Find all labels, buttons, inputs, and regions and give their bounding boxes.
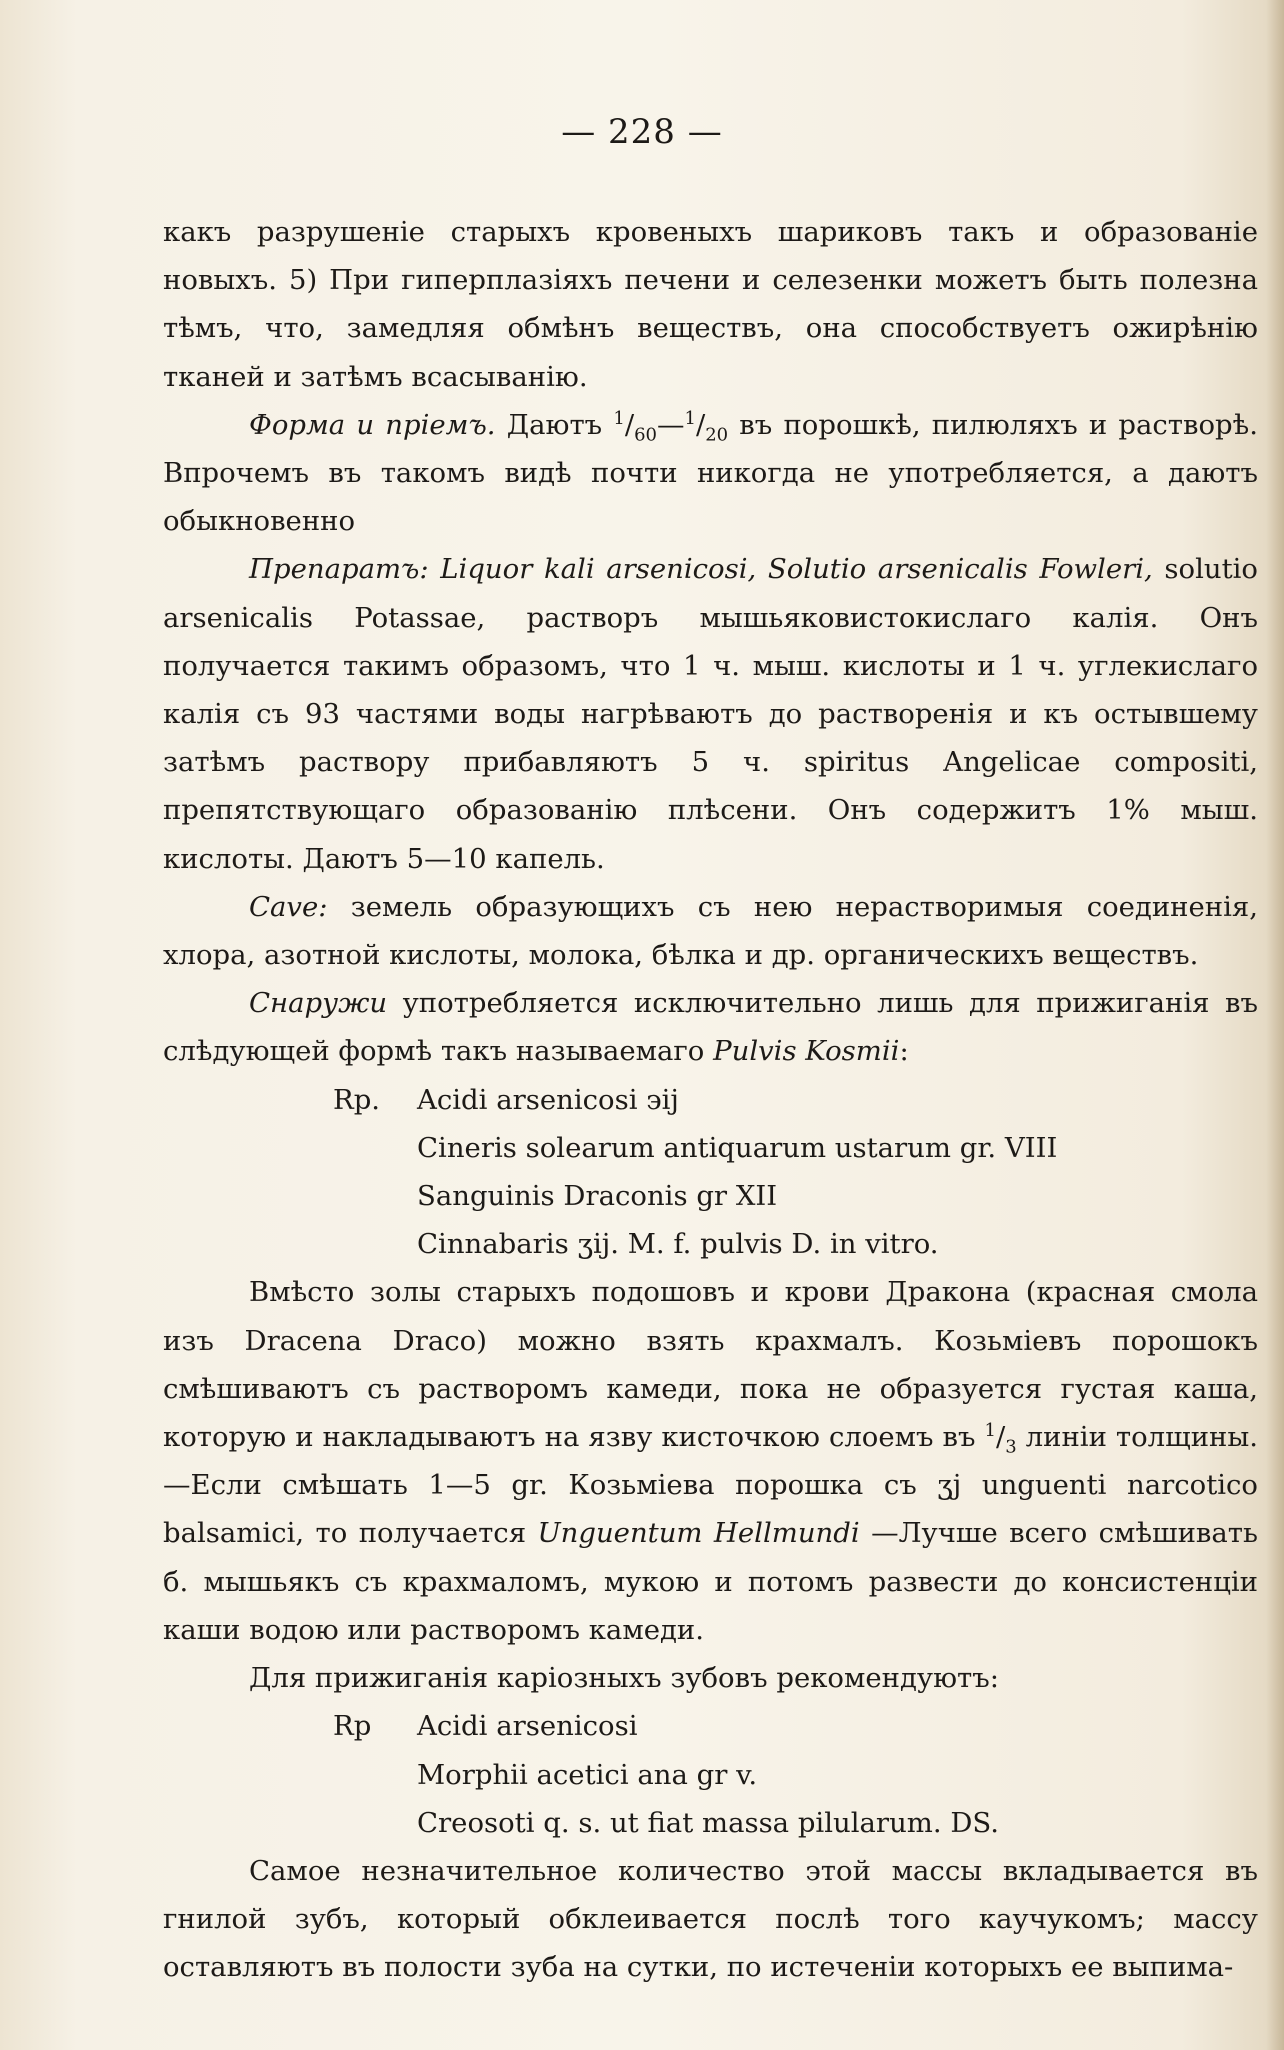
recipe-1 [163, 1076, 1258, 1269]
recipe-line: Sanguinis Draconis gr XII [417, 1180, 778, 1213]
paragraph-external: Снаружи употребляется исключительно лишь для прижиганія въ слѣдующей формѣ такъ называемаго Pulvis Kosmii: [163, 987, 1258, 1068]
recipe-line: Morphii acetici ana gr v. [417, 1758, 758, 1791]
pulvis-kosmii: Pulvis Kosmii [713, 1035, 900, 1068]
cave-heading: Cave: [249, 890, 328, 923]
paragraph-preparation: Препаратъ: Liquor kali arsenicosi, Solutio arsenicalis Fowleri, solutio arsenicalis Potassae, растворъ мышьяковистокислаго калія. Онъ получается такимъ образомъ, что 1 ч. мыш. кислоты и 1 ч. углекислаго калія съ 93 частями воды нагрѣваютъ до растворенія и къ остывшему затѣмъ раствору прибавляютъ 5 ч. spiritus Angelicae compositi, препятствующаго образованію плѣсени. Онъ содержитъ 1% мыш. кислоты. Даютъ 5—10 капель. [163, 553, 1258, 875]
paragraph-form-dosage: Форма и пріемъ. Даютъ $^1/_{60}—^1/_{20}$ въ порошкѣ, пилюляхъ и растворѣ. Впрочемъ въ такомъ видѣ почти никогда не употребляется, а даютъ обыкновенно [163, 407, 1258, 538]
external-heading: Снаружи [249, 987, 388, 1020]
recipe-line: Rp. Acidi arsenicosi ϶ij [333, 1083, 679, 1116]
paragraph-1: какъ разрушеніе старыхъ кровеныхъ шариковъ такъ и образованіе новыхъ. 5) При гиперплазіяхъ печени и селезенки можетъ быть полезна тѣмъ, что, замедляя обмѣнъ веществъ, она способствуетъ ожирѣнію тканей и затѣмъ всасыванію. [163, 216, 1258, 393]
page-spine-shadow [1266, 0, 1284, 2050]
preparation-latin: Liquor kali arsenicosi, Solutio arsenicalis Fowleri, [440, 553, 1153, 586]
paragraph-cave: Cave: земель образующихъ съ нею нерастворимыя соединенія, хлора, азотной кислоты, молока, бѣлка и др. органическихъ веществъ. [163, 890, 1258, 972]
paragraph-teeth: Для прижиганія каріозныхъ зубовъ рекомендуютъ: [249, 1662, 999, 1695]
paragraph-substitute: Вмѣсто золы старыхъ подошовъ и крови Дракона (красная смола изъ Dracena Draco) можно взять крахмалъ. Козьміевъ порошокъ смѣшиваютъ съ растворомъ камеди, пока не образуется густая каша, которую и накладываютъ на язву кисточкою слоемъ въ $^1/_3$ линіи толщины.—Если смѣшать 1—5 gr. Козьміева порошка съ ʒj unguenti narcotico balsamici, то получается Unguentum Hellmundi —Лучше всего смѣшивать б. мышьякъ съ крахмаломъ, мукою и потомъ развести до консистенціи каши водою или растворомъ камеди. [163, 1276, 1259, 1646]
recipe-line: Cineris solearum antiquarum ustarum gr. VIII [417, 1131, 1058, 1164]
preparation-heading: Препаратъ: [249, 553, 429, 586]
recipe-line: Rp Acidi arsenicosi [333, 1710, 638, 1743]
recipe-2 [163, 1702, 1258, 1847]
page-number: — 228 — [561, 112, 723, 152]
body-text [163, 208, 1258, 1992]
dosage-heading: Форма и пріемъ. [249, 408, 496, 441]
recipe-line: Creosoti q. s. ut fiat massa pilularum. DS. [417, 1806, 999, 1839]
paragraph-final: Самое незначительное количество этой массы вкладывается въ гнилой зубъ, который обклеивается послѣ того каучукомъ; массу оставляютъ въ полости зуба на сутки, по истеченіи которыхъ ее выпима- [163, 1854, 1258, 1984]
recipe-line: Cinnabaris ʒij. M. f. pulvis D. in vitro. [417, 1228, 939, 1261]
unguentum-hellmundi: Unguentum Hellmundi [537, 1517, 860, 1550]
